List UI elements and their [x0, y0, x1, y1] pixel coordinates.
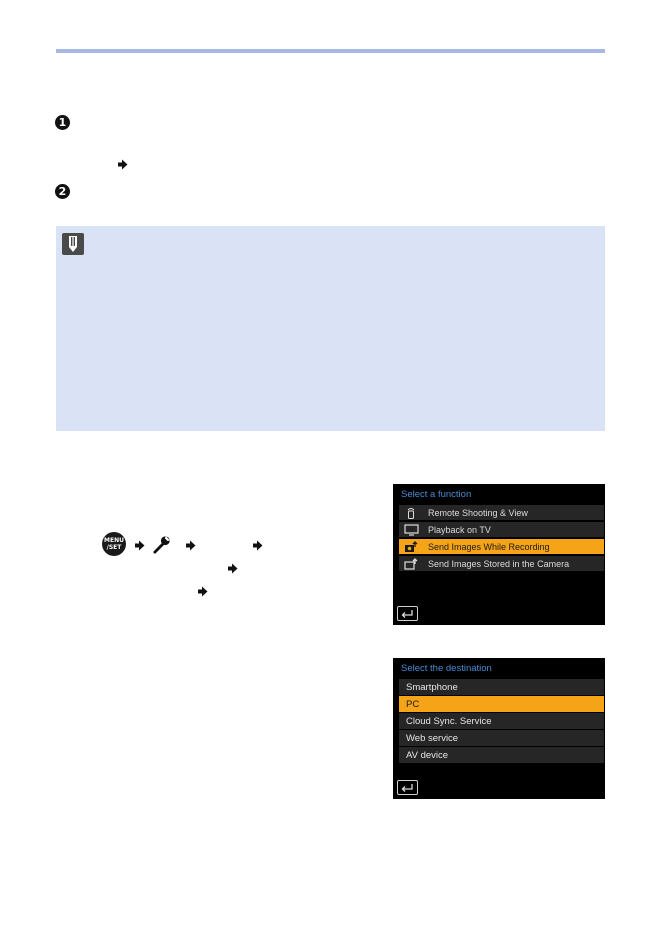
camera-screen-select-function: [393, 484, 605, 625]
destination-cloud-sync[interactable]: Cloud Sync. Service: [399, 713, 604, 729]
note-box: [56, 226, 605, 431]
wrench-icon: [152, 535, 171, 554]
arrow-icon: [197, 586, 208, 597]
return-icon: [401, 609, 414, 618]
screen-title: Select a function: [401, 489, 472, 500]
arrow-icon: [117, 159, 128, 170]
return-icon: [401, 783, 414, 792]
arrow-icon: [134, 540, 145, 551]
arrow-icon: [227, 563, 238, 574]
arrow-icon: [185, 540, 196, 551]
menu-item-send-stored[interactable]: Send Images Stored in the Camera: [399, 556, 604, 571]
header-rule: [56, 49, 605, 53]
menu-item-remote-shooting[interactable]: Remote Shooting & View: [399, 505, 604, 520]
step-1-marker: 1: [55, 115, 70, 130]
destination-pc[interactable]: PC: [399, 696, 604, 712]
back-button[interactable]: [397, 780, 418, 795]
camera-send-icon: [403, 540, 419, 553]
pencil-note-icon: [62, 233, 84, 255]
screen-title: Select the destination: [401, 663, 492, 674]
menu-set-icon: MENU /SET: [103, 533, 125, 555]
menu-item-playback-tv[interactable]: Playback on TV: [399, 522, 604, 537]
tv-icon: [403, 523, 419, 536]
remote-shooting-icon: [403, 506, 419, 519]
camera-screen-select-destination: [393, 658, 605, 799]
step-2-marker: 2: [55, 184, 70, 199]
stored-send-icon: [403, 557, 419, 570]
back-button[interactable]: [397, 606, 418, 621]
arrow-icon: [252, 540, 263, 551]
menu-item-send-while-recording[interactable]: Send Images While Recording: [399, 539, 604, 554]
destination-smartphone[interactable]: Smartphone: [399, 679, 604, 695]
destination-web-service[interactable]: Web service: [399, 730, 604, 746]
destination-av-device[interactable]: AV device: [399, 747, 604, 763]
